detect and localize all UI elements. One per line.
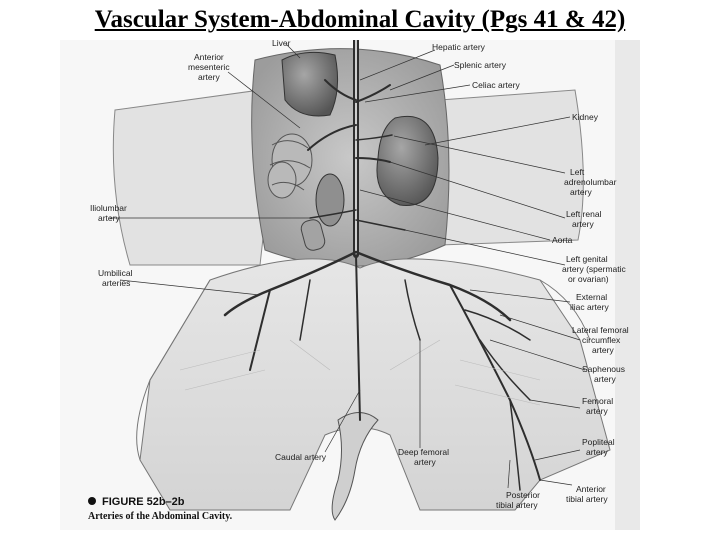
label-external-iliac-artery: External iliac artery [570,292,609,312]
label-femoral-artery: Femoral artery [582,396,614,416]
label-anterior-tibial-artery: Anterior tibial artery [566,484,608,504]
label-anterior-mesenteric-artery: Anterior mesenteric artery [188,52,230,82]
label-hepatic-artery: Hepatic artery [432,42,485,52]
label-left-renal-artery: Left renal artery [566,209,602,229]
slide-title: Vascular System-Abdominal Cavity (Pgs 41 & 42) [94,6,626,33]
figure-number: FIGURE 52b–2b [102,496,185,508]
label-popliteal-artery: Popliteal artery [582,437,615,457]
label-lateral-femoral-circumflex-artery: Lateral femoral circumflex artery [572,325,629,355]
right-body-wall-flap [440,90,583,245]
label-deep-femoral-artery: Deep femoral artery [398,447,450,467]
abdominal-arteries-illustration [60,40,640,530]
label-splenic-artery: Splenic artery [454,60,506,70]
hindlimb-region [140,259,610,510]
page-edge [615,40,640,530]
label-iliolumbar-artery: Iliolumbar artery [90,203,127,223]
label-umbilical-arteries: Umbilical arteries [98,268,133,288]
left-body-wall-flap [113,90,265,265]
label-left-genital-artery: Left genital artery (spermatic or ovarian) [562,254,626,284]
label-posterior-tibial-artery: Posterior tibial artery [496,490,541,510]
label-left-adrenolumbar-artery: Left adrenolumbar artery [564,167,617,197]
label-caudal-artery: Caudal artery [275,452,327,462]
label-liver: Liver [272,40,291,48]
label-kidney: Kidney [572,112,598,122]
caption-bullet [88,497,96,505]
label-saphenous-artery: Saphenous artery [582,364,626,384]
right-kidney [316,174,344,226]
label-aorta: Aorta [552,235,573,245]
figure-caption: Arteries of the Abdominal Cavity. [88,511,233,522]
anatomy-figure [60,40,640,530]
label-celiac-artery: Celiac artery [472,80,520,90]
